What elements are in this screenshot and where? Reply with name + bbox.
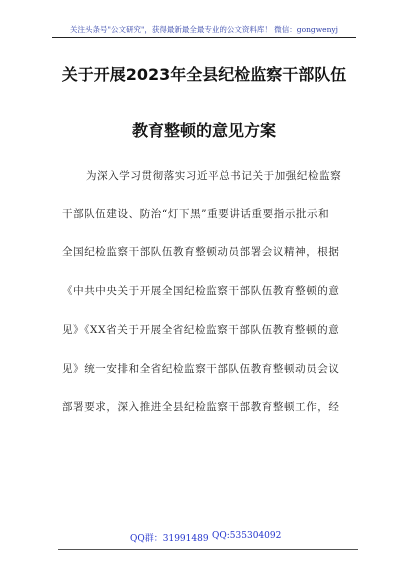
header-divider — [52, 37, 356, 38]
document-title-line-1: 关于开展2023年全县纪检监察干部队伍 — [61, 65, 347, 84]
body-line: 干部队伍建设、防治“灯下黑”重要讲话重要指示批示和 — [62, 208, 330, 220]
body-line: 为深入学习贯彻落实习近平总书记关于加强纪检监察 — [86, 170, 342, 182]
body-line: 部署要求，深入推进全县纪检监察干部教育整顿工作，经 — [62, 401, 340, 413]
body-line: 《中共中央关于开展全国纪检监察干部队伍教育整顿的意 — [62, 285, 340, 297]
footer-qq-group: QQ群：31991489 — [130, 534, 209, 544]
body-line: 见》《XX省关于开展全省纪检监察干部队伍教育整顿的意 — [62, 324, 340, 336]
document-title-line-2: 教育整顿的意见方案 — [131, 121, 276, 140]
header-promo-text: 关注头条号"公文研究"，获得最新最全最专业的公文资料库！ 微信：gongwenyj — [70, 25, 338, 34]
body-line: 全国纪检监察干部队伍教育整顿动员部署会议精神，根据 — [62, 246, 340, 258]
footer-qq-number: QQ:535304092 — [212, 531, 282, 541]
body-line: 见》统一安排和全省纪检监察干部队伍教育整顿动员会议 — [62, 363, 340, 375]
footer-divider — [58, 549, 358, 550]
